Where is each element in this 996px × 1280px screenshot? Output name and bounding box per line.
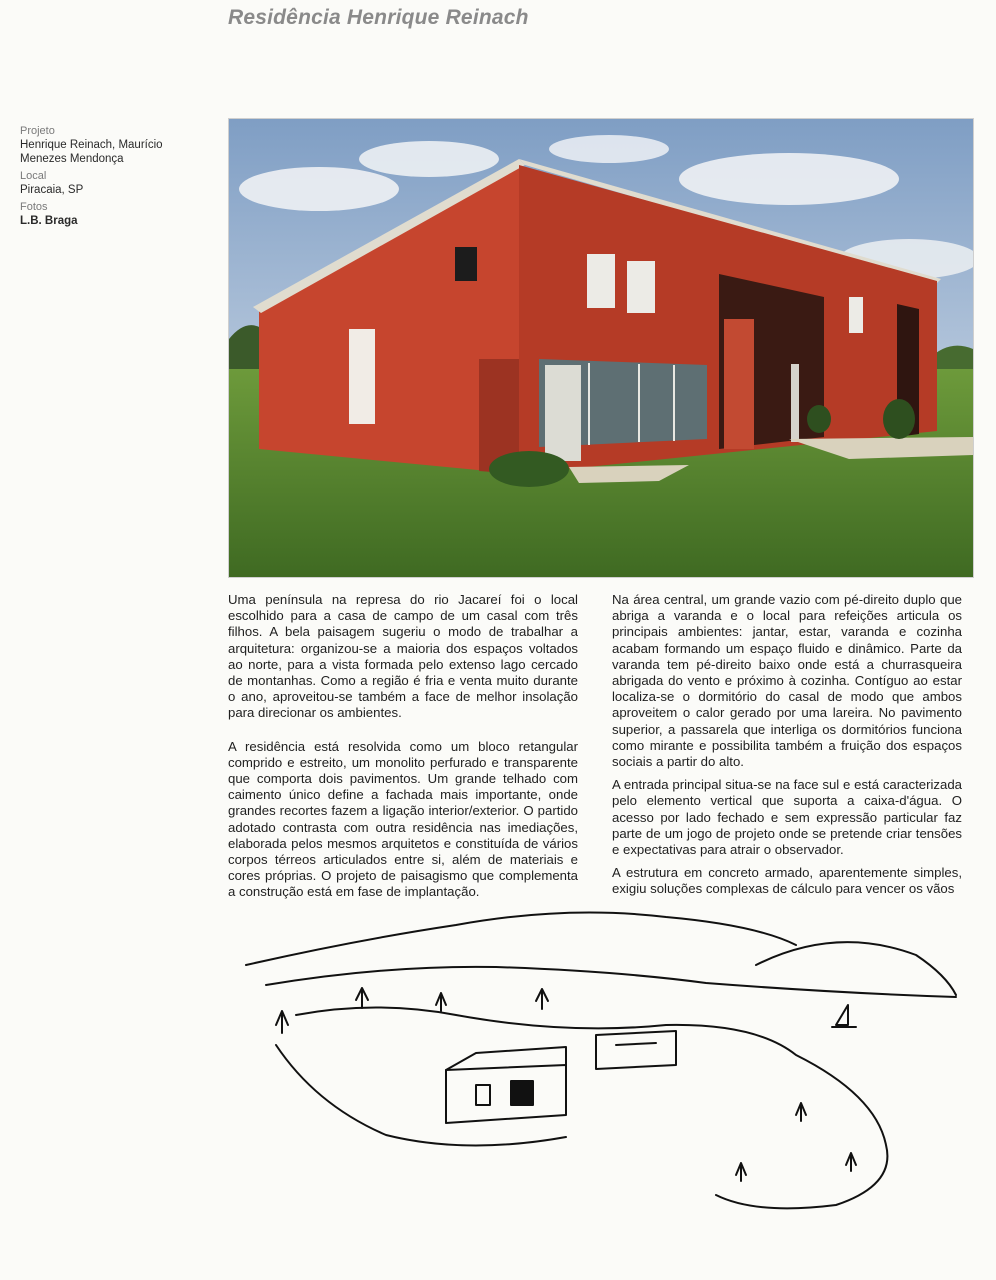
paragraph: A estrutura em concreto armado, aparentemente simples, exigiu soluções complexas de cálculo para vencer os vãos	[612, 865, 962, 897]
photos-label: Fotos	[20, 201, 48, 213]
site-sketch	[236, 905, 976, 1215]
paragraph: Na área central, um grande vazio com pé-direito duplo que abriga a varanda e o local para refeições articula os principais ambientes: jantar, estar, varanda e cozinha acabam formando um espaço fluido e dinâmico. Parte da varanda tem pé-direito baixo onde está a churrasqueira abrigada do vento e próximo à cozinha. Contíguo ao estar localiza-se o dormitório do casal de modo que ambos aproveitem o calor gerado por uma lareira. No pavimento superior, a passarela que interliga os dormitórios funciona como mirante e possibilita também a fruição dos espaços sociais a partir do alto.	[612, 592, 962, 770]
house-photo	[228, 118, 974, 578]
text-column-left	[228, 592, 578, 918]
paragraph: A residência está resolvida como um bloco retangular comprido e estreito, um monolito perfurado e transparente que comporta dois pavimentos. Um grande telhado com caimento único define a fachada mais importante, onde grandes recortes fazem a ligação interior/exterior. O partido adotado contrasta com outra residência nas imediações, elaborada pelos mesmos arquitetos e constituída de vários corpos térreos articulados entre si, além de materiais e cores próprias. O projeto de paisagismo que complementa a construção está em fase de implantação.	[228, 738, 578, 900]
text-column-right	[612, 592, 962, 905]
photos-value: L.B. Braga	[20, 215, 78, 227]
local-label: Local	[20, 170, 47, 182]
local-value: Piracaia, SP	[20, 184, 84, 196]
project-architects-line1: Henrique Reinach, Maurício	[20, 139, 163, 151]
project-label: Projeto	[20, 125, 55, 137]
paragraph: A entrada principal situa-se na face sul e está caracterizada pelo elemento vertical que suporta a caixa-d'água. O acesso por lado fechado e sem expressão particular faz parte de um jogo de projeto onde se pretende criar tensões e expectativas para atrair o observador.	[612, 777, 962, 858]
paragraph: Uma península na represa do rio Jacareí foi o local escolhido para a casa de campo de um casal com três filhos. A bela paisagem sugeriu o modo de trabalhar a arquitetura: organizou-se a maioria dos espaços voltados ao norte, para a vista formada pelo extenso lago cercado de montanhas. Como a região é fria e venta muito durante o ano, aproveitou-se também a face de melhor insolação para direcionar os ambientes.	[228, 592, 578, 721]
page-title: Residência Henrique Reinach	[228, 6, 529, 29]
credits-block	[20, 124, 210, 228]
project-architects-line2: Menezes Mendonça	[20, 153, 124, 165]
